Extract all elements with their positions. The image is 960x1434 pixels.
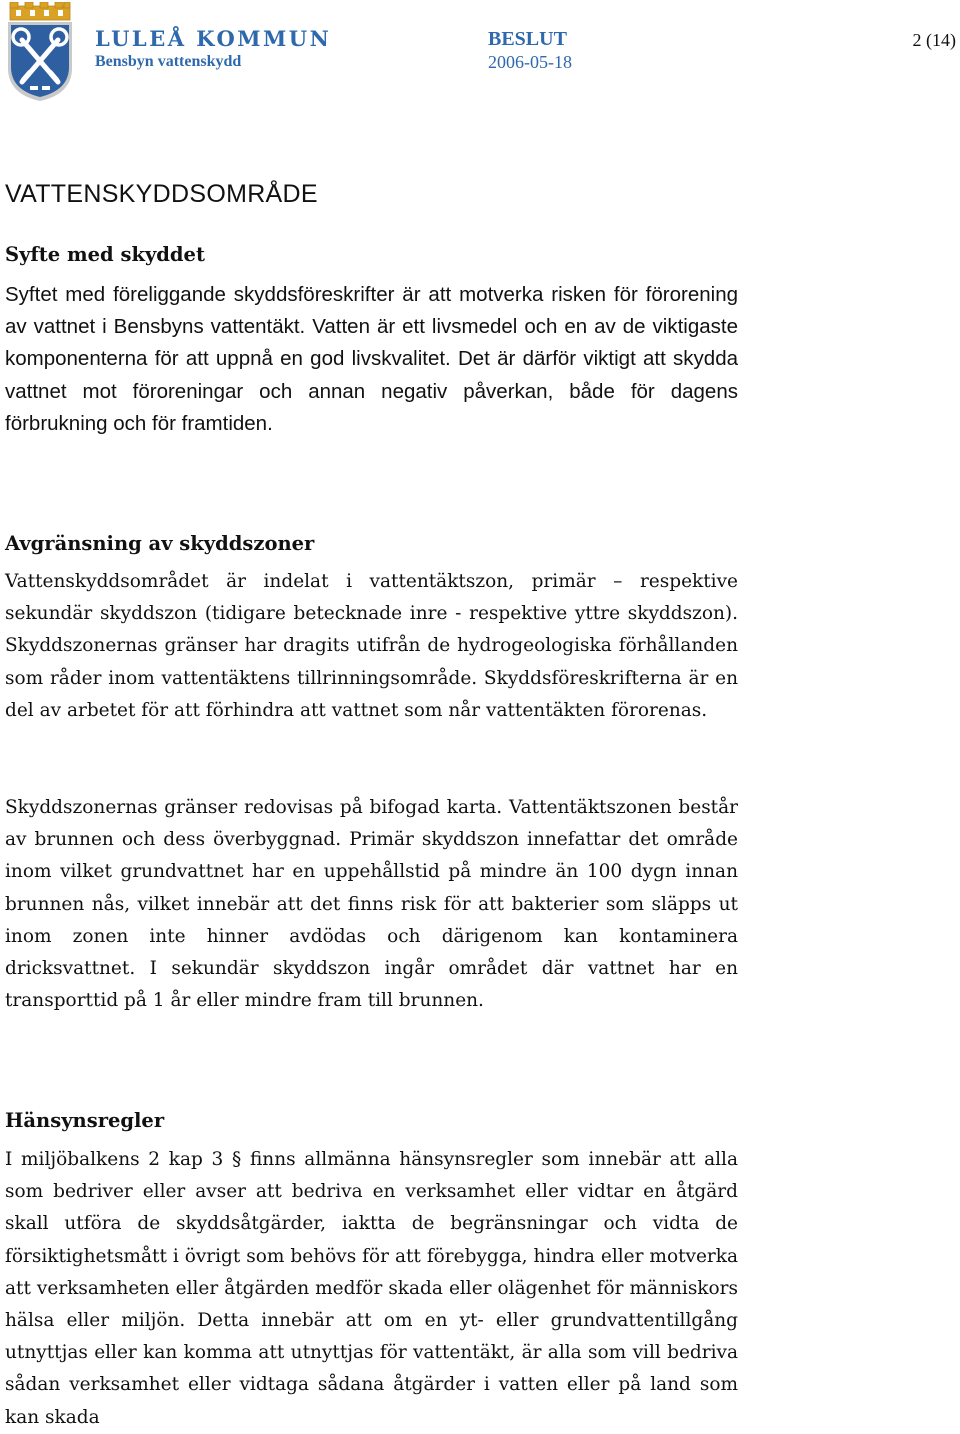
lulea-coat-of-arms-icon xyxy=(4,2,76,102)
organization-name: LULEÅ KOMMUN xyxy=(95,26,332,51)
paragraph-syfte: Syftet med föreliggande skyddsföreskrifter är att motverka risken för förorening av vattnet i Bensbyns vattentäkt. Vatten är ett livsmedel och en av de viktigaste komponenterna för att uppnå en god livskvalitet. Det är därför viktigt att skydda vattnet mot föroreningar och annan negativ påverkan, både för dagens förbrukning och för framtiden. xyxy=(5,283,738,435)
section-heading-hansynsregler: Hänsynsregler xyxy=(5,1109,165,1132)
paragraph-hansynsregler: I miljöbalkens 2 kap 3 § finns allmänna hänsynsregler som innebär att alla som bedriver eller avser att bedriva en verksamhet eller vidtar en åtgärd skall utföra de skyddsåtgärder, iaktta de begränsningar och vidta de försiktighetsmått i övrigt som behövs för att förebygga, hindra eller motverka att verksamheten eller åtgärden medför skada eller olägenhet för människors hälsa eller miljön. Detta innebär att om en yt- eller grundvattentillgång utnyttjas eller kan komma att utnyttjas för vattentäkt, är alla som vill bedriva sådan verksamhet eller vidtaga sådana åtgärder i vatten eller på land som kan skada xyxy=(5,1149,738,1428)
paragraph-skyddszoner: Skyddszonernas gränser redovisas på bifogad karta. Vattentäktszonen består av brunnen och dess överbyggnad. Primär skyddszon innefattar det område inom vilket grundvattnet har en uppehållstid på mindre än 100 dygn innan brunnen nås, vilket innebär att det finns risk för att bakterier som släpps ut inom zonen inte hinner avdödas och därigenom kan kontaminera dricksvattnet. I sekundär skyddszon ingår området där vattnet har en transporttid på 1 år eller mindre fram till brunnen. xyxy=(5,797,738,1012)
page-header xyxy=(0,0,960,110)
document-subtitle: Bensbyn vattenskydd xyxy=(95,53,242,70)
paragraph-avgransning: Vattenskyddsområdet är indelat i vattentäktszon, primär – respektive sekundär skyddszon (tidigare betecknade inre - respektive yttre skyddszon). Skyddszonernas gränser har dragits utifrån de hydrogeologiska förhållanden som råder inom vattentäktens tillrinningsområde. Skyddsföreskrifterna är en del av arbetet för att förhindra att vattnet som når vattentäkten förorenas. xyxy=(5,571,738,721)
section-heading-syfte: Syfte med skyddet xyxy=(5,243,205,266)
document-type: BESLUT xyxy=(488,28,567,50)
document-date: 2006-05-18 xyxy=(488,52,572,72)
section-heading-avgransning: Avgränsning av skyddszoner xyxy=(5,532,315,555)
page-title: VATTENSKYDDSOMRÅDE xyxy=(5,180,318,208)
page-number: 2 (14) xyxy=(912,30,956,50)
